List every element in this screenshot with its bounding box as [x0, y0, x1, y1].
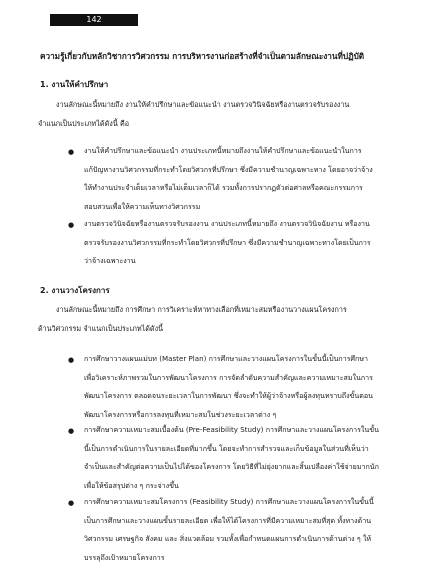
page-number-badge: 142: [50, 14, 138, 26]
bullet-line: นี้เป็นการดำเนินการในรายละเอียดที่มากขึ้น โดยจะทำการสำรวจและเก็บข้อมูลในส่วนที่เห็นว่า: [84, 443, 369, 453]
section-2-intro: [38, 300, 396, 338]
section-2-heading: 2. งานวางโครงการ: [40, 286, 110, 295]
intro-line: จำแนกเป็นประเภทได้ดังนี้ คือ: [38, 119, 130, 128]
bullet-line: สอบสวนเพื่อให้ความเห็นทางวิศวกรรม: [84, 201, 201, 211]
bullet-marker: ●: [68, 148, 75, 156]
bullet-line: งานให้คำปรึกษาและข้อแนะนำ งานประเภทนี้หมายถึงงานให้คำปรึกษาและข้อแนะนำในการ: [84, 146, 362, 155]
bullet-marker: ●: [68, 356, 75, 364]
bullet-line: การศึกษาความเหมาะสมโครงการ (Feasibility Study) การศึกษาและวางแผนโครงการในขั้นนี้: [84, 497, 374, 506]
section-1-bullet-2: [84, 215, 404, 271]
bullet-line: ให้ทำงานประจำเต็มเวลาหรือไม่เต็มเวลาก็ได้ รวมทั้งการปรากฏตัวต่อศาลหรือคณะกรรมการ: [84, 183, 363, 192]
bullet-marker: ●: [68, 499, 75, 507]
document-title: ความรู้เกี่ยวกับหลักวิชาการวิศวกรรม การบริหารงานก่อสร้างที่จำเป็นตามลักษณะงานที่ปฏิบัติ: [40, 51, 365, 61]
bullet-line: เพื่อวิเคราะห์ภาพรวมในการพัฒนาโครงการ การจัดลำดับความสำคัญและความเหมาะสมในการ: [84, 372, 373, 382]
bullet-line: จำเป็นและสำคัญต่อความเป็นไปได้ของโครงการ โดยวิธีที่ไม่ยุ่งยากและสิ้นเปลืองค่าใช้จ่ายมากนัก: [84, 462, 379, 471]
bullet-marker: ●: [68, 427, 75, 435]
bullet-line: งานตรวจวินิจฉัยหรืองานตรวจรับรองงาน งานประเภทนี้หมายถึง งานตรวจวินิจฉัยงาน หรืองาน: [84, 219, 370, 228]
bullet-line: การศึกษาวางแผนแม่บท (Master Plan) การศึกษาและวางแผนโครงการในขั้นนี้เป็นการศึกษา: [84, 354, 368, 363]
section-1-heading: 1. งานให้คำปรึกษา: [40, 80, 109, 89]
bullet-line: แก้ปัญหางานวิศวกรรมที่กระทำโดยวิศวกรที่ปรึกษา ซึ่งมีความชำนาญเฉพาะทาง โดยอาจว่าจ้าง: [84, 164, 373, 174]
bullet-line: เพื่อให้ข้อสรุปต่าง ๆ กระจ่างขึ้น: [84, 480, 179, 490]
bullet-line: บรรลุถึงเป้าหมายโครงการ: [84, 552, 165, 562]
bullet-line: พัฒนาโครงการ ตลอดจนระยะเวลาในการพัฒนา ซึ่งจะทำให้ผู้ว่าจ้างหรือผู้ลงทุนทราบถึงขั้นตอน: [84, 391, 373, 400]
section-1-intro: [38, 95, 396, 133]
section-1-bullet-1: [84, 142, 404, 216]
bullet-marker: ●: [68, 221, 75, 229]
section-2-bullet-3: [84, 493, 404, 567]
bullet-line: เป็นการศึกษาและวางแผนขั้นรายละเอียด เพื่อให้ได้โครงการที่มีความเหมาะสมที่สุด ทั้งทางด้าน: [84, 515, 372, 525]
intro-line: งานลักษณะนี้หมายถึง การศึกษา การวิเคราะห์หาทางเลือกที่เหมาะสมหรืองานวางแผนโครงการ: [56, 305, 347, 314]
bullet-line: พัฒนาโครงการหรือการลงทุนที่เหมาะสมในช่วงระยะเวลาต่าง ๆ: [84, 409, 277, 419]
bullet-line: ตรวจรับรองงานวิศวกรรมที่กระทำโดยวิศวกรที่ปรึกษา ซึ่งมีความชำนาญเฉพาะทางโดยเป็นการ: [84, 237, 371, 247]
section-2-bullet-1: [84, 350, 404, 424]
bullet-line: วิศวกรรม เศรษฐกิจ สังคม และ สิ่งแวดล้อม รวมทั้งเพื่อกำหนดแผนการดำเนินการด้านต่าง ๆ ให้: [84, 534, 372, 543]
bullet-line: การศึกษาความเหมาะสมเบื้องต้น (Pre-Feasibility Study) การศึกษาและวางแผนโครงการในขั้น: [84, 425, 379, 434]
bullet-line: ว่าจ้างเฉพาะงาน: [84, 256, 136, 265]
section-2-bullet-2: [84, 421, 404, 495]
intro-line: ด้านวิศวกรรม จำแนกเป็นประเภทได้ดังนี้: [38, 324, 164, 333]
intro-line: งานลักษณะนี้หมายถึง งานให้คำปรึกษาและข้อแนะนำ งานตรวจวินิจฉัยหรืองานตรวจรับรองงาน: [56, 100, 350, 109]
